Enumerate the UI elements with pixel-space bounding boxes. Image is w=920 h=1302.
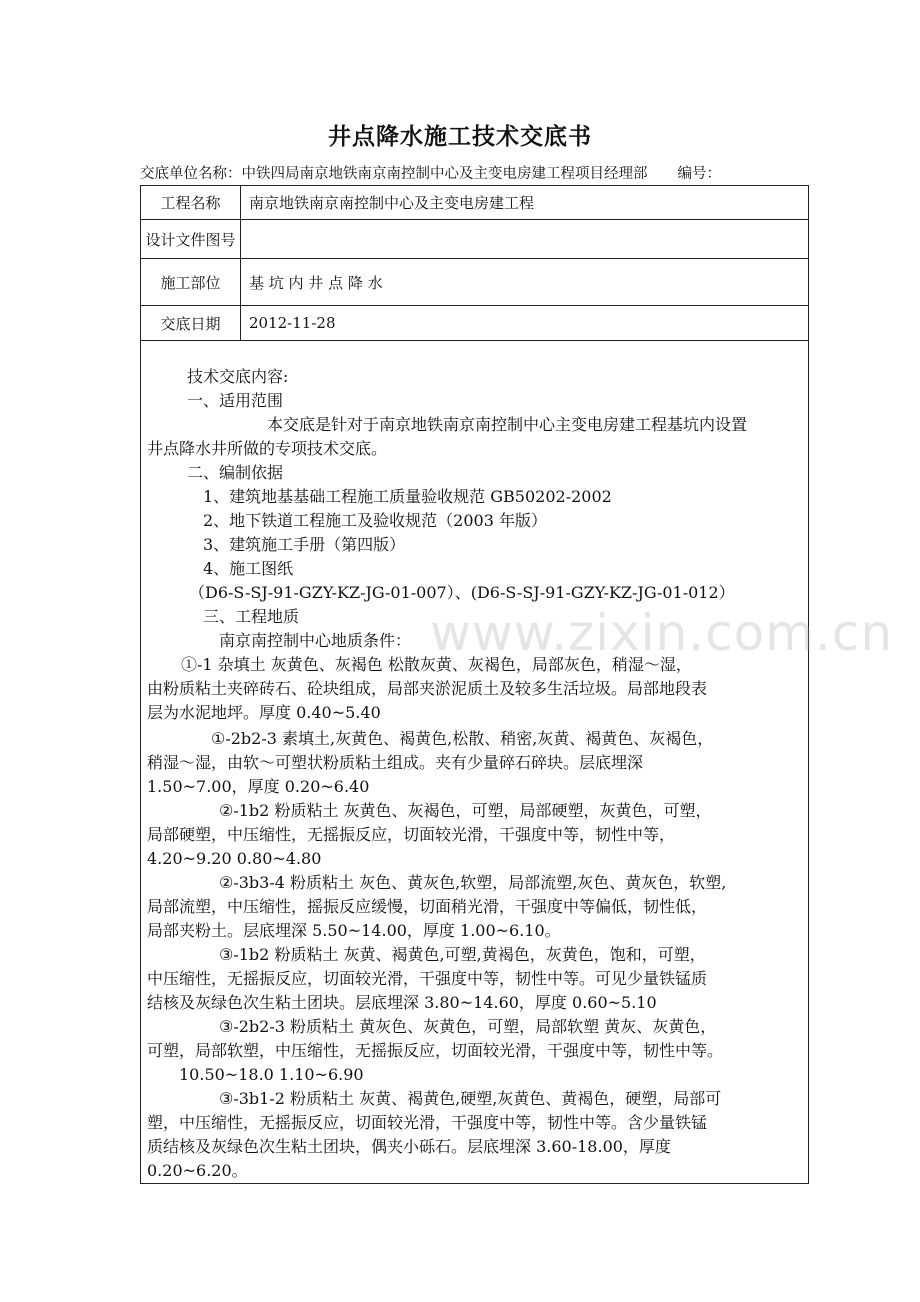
date-value: 2012-11-28 <box>241 306 809 341</box>
content-line: 局部硬塑，中压缩性，无摇振反应，切面较光滑，干强度中等，韧性中等， <box>147 825 676 844</box>
content-line: （D6-S-SJ-91-GZY-KZ-JG-01-007）、(D6-S-SJ-91-GZY-KZ-JG-01-012） <box>189 583 735 602</box>
content-line: 4、施工图纸 <box>203 559 294 578</box>
date-label: 交底日期 <box>141 306 241 341</box>
content-line: 局部夹粉土。层底埋深 5.50~14.00，厚度 1.00~6.10。 <box>147 921 561 940</box>
content-line: 塑，中压缩性，无摇振反应，切面较光滑，干强度中等，韧性中等。含少量铁锰 <box>147 1113 708 1132</box>
content-line: 3、建筑施工手册（第四版） <box>203 535 406 554</box>
content-line: ③-3b1-2 粉质粘土 灰黄、褐黄色,硬塑,灰黄色、黄褐色，硬塑，局部可 <box>219 1089 722 1108</box>
design-doc-label: 设计文件图号 <box>141 220 241 259</box>
content-line: 质结核及灰绿色次生粘土团块，偶夹小砾石。层底埋深 3.60-18.00，厚度 <box>147 1137 671 1156</box>
content-line: 本交底是针对于南京地铁南京南控制中心主变电房建工程基坑内设置 <box>267 415 748 434</box>
content-line: 二、编制依据 <box>187 463 284 482</box>
construction-part-value: 基 坑 内 井 点 降 水 <box>241 259 809 306</box>
content-line: 0.20~6.20。 <box>147 1161 248 1180</box>
content-line: 三、工程地质 <box>203 607 300 626</box>
content-line: 4.20~9.20 0.80~4.80 <box>147 849 322 868</box>
content-box <box>140 339 809 1184</box>
content-line: ③-2b2-3 粉质粘土 黄灰色、灰黄色，可塑，局部软塑 黄灰、灰黄色， <box>219 1017 717 1036</box>
header-line <box>140 162 840 183</box>
content-line: 中压缩性，无摇振反应，切面较光滑，干强度中等，韧性中等。可见少量铁锰质 <box>147 969 708 988</box>
design-doc-value <box>241 220 809 259</box>
content-line: 南京南控制中心地质条件： <box>219 631 412 650</box>
content-line: ②-1b2 粉质粘土 灰黄色、灰褐色，可塑，局部硬塑，灰黄色，可塑， <box>219 801 712 820</box>
row-construction-part <box>141 259 809 306</box>
content-line: 由粉质粘土夹碎砖石、砼块组成，局部夹淤泥质土及较多生活垃圾。局部地段表 <box>147 679 708 698</box>
row-design-doc <box>141 220 809 259</box>
content-line: 技术交底内容: <box>187 367 289 386</box>
content-line: 可塑，局部软塑，中压缩性，无摇振反应，切面较光滑，干强度中等，韧性中等。 <box>147 1041 724 1060</box>
content-line: ③-1b2 粉质粘土 灰黄、褐黄色,可塑,黄褐色，灰黄色，饱和，可塑， <box>219 945 706 964</box>
content-line: 局部流塑，中压缩性，摇振反应缓慢，切面稍光滑，干强度中等偏低，韧性低， <box>147 897 708 916</box>
project-name-value: 南京地铁南京南控制中心及主变电房建工程 <box>241 186 809 220</box>
watermark: www.zixin.com.cn <box>430 604 894 662</box>
content-line: 2、地下铁道工程施工及验收规范（2003 年版） <box>203 511 547 530</box>
content-line: 结核及灰绿色次生粘土团块。层底埋深 3.80~14.60，厚度 0.60~5.10 <box>147 993 657 1012</box>
content-line: 稍湿～湿，由软～可塑状粉质粘土组成。夹有少量碎石碎块。层底埋深 <box>147 753 644 772</box>
construction-part-label: 施工部位 <box>141 259 241 306</box>
row-date <box>141 306 809 341</box>
content-line: 井点降水井所做的专项技术交底。 <box>147 439 388 458</box>
content-line: 1.50~7.00，厚度 0.20~6.40 <box>147 777 370 796</box>
content-line: 一、适用范围 <box>187 391 284 410</box>
document-title: 井点降水施工技术交底书 <box>328 123 592 150</box>
number-label: 编号： <box>677 166 721 182</box>
content-line: 1、建筑地基基础工程施工质量验收规范 GB50202-2002 <box>203 487 612 506</box>
project-name-label: 工程名称 <box>141 186 241 220</box>
content-line: ①-1 杂填土 灰黄色、灰褐色 松散灰黄、灰褐色，局部灰色，稍湿～湿， <box>181 655 692 674</box>
content-line: 10.50~18.0 1.10~6.90 <box>179 1065 364 1084</box>
content-line: ①-2b2-3 素填土,灰黄色、褐黄色,松散、稍密,灰黄、褐黄色、灰褐色， <box>211 729 714 748</box>
content-line: 层为水泥地坪。厚度 0.40~5.40 <box>147 703 381 722</box>
unit-label: 交底单位名称：中铁四局南京地铁南京南控制中心及主变电房建工程项目经理部 <box>140 166 648 182</box>
row-project-name <box>141 186 809 220</box>
content-line: ②-3b3-4 粉质粘土 灰色、黄灰色,软塑，局部流塑,灰色、黄灰色，软塑, <box>219 873 727 892</box>
info-table <box>140 185 809 341</box>
